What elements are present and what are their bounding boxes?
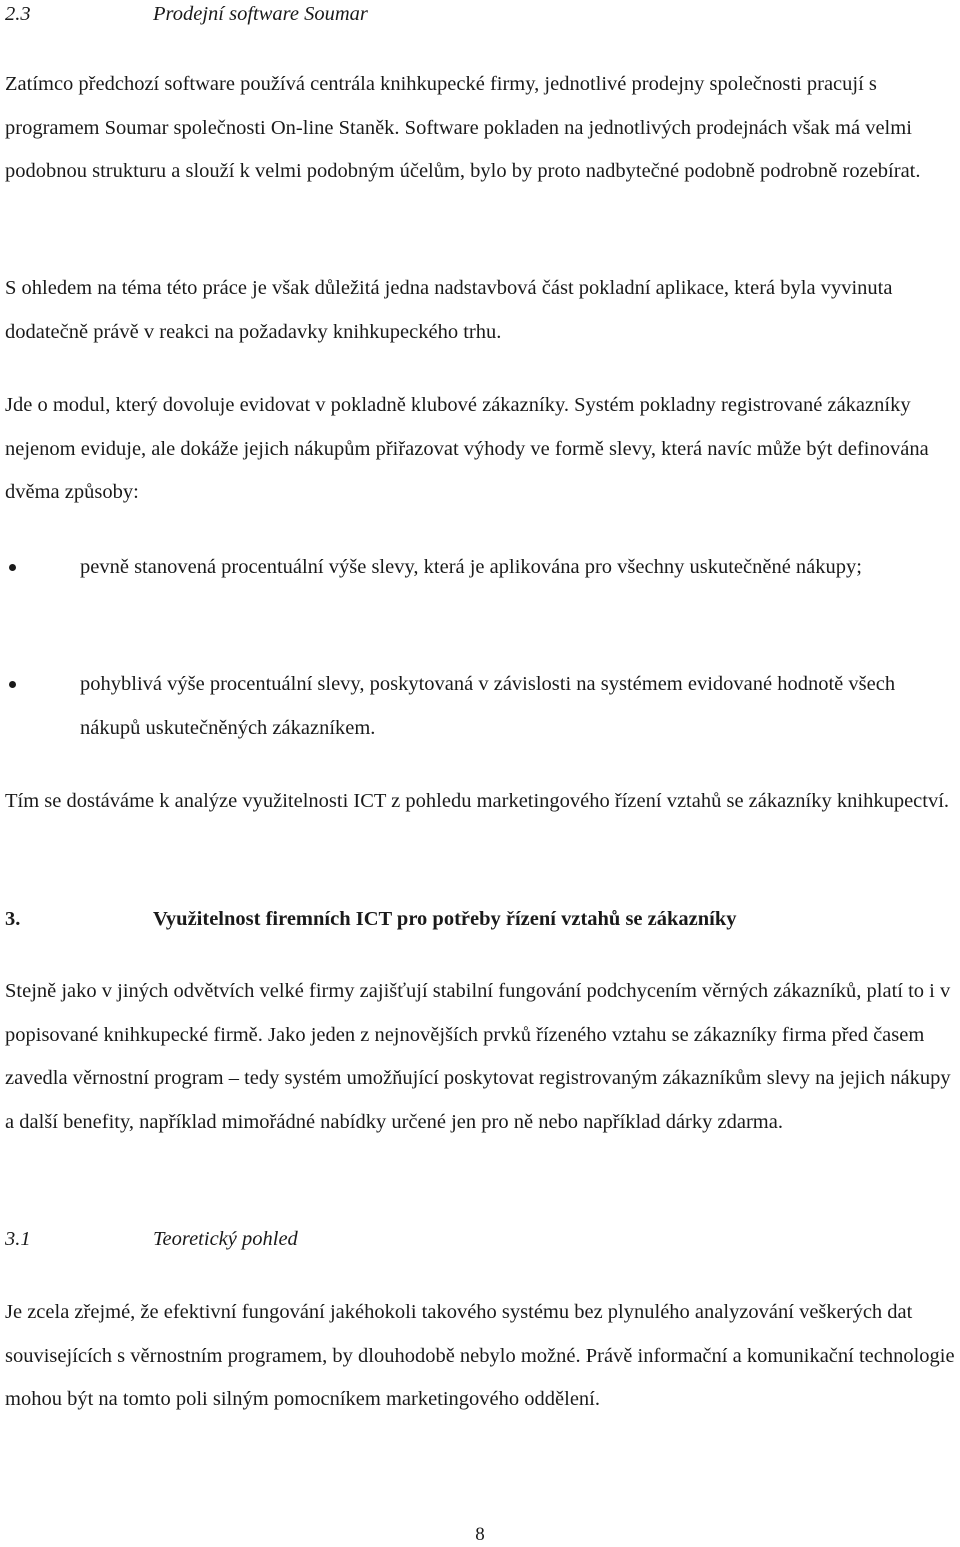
section-number: 2.3 — [5, 3, 31, 25]
section-title: Prodejní software Soumar — [153, 3, 368, 25]
paragraph-loyalty-program: Stejně jako v jiných odvětvích velké firmy zajišťují stabilní fungování podchycením věrných zákazníků, platí to i v popisované knihkupecké firmě. Jako jeden z nejnovějších prvků řízeného vztahu se zákazníky firma před časem zavedla věrnostní program – tedy systém umožňující poskytovat registrovaným zákazníkům slevy na jejich nákupy a další benefity, například mimořádné nabídky určené jen pro ně nebo například dárky zdarma. — [5, 980, 951, 1133]
paragraph-extension-module: S ohledem na téma této práce je však důležitá jedna nadstavbová část pokladní aplikace, která byla vyvinuta dodatečně právě v reakci na požadavky knihkupeckého trhu. — [5, 277, 893, 343]
chapter-number: 3. — [5, 908, 21, 930]
section-title: Teoretický pohled — [153, 1228, 298, 1250]
list-item-text: pevně stanovená procentuální výše slevy, která je aplikována pro všechny uskutečněné nákupy; — [80, 556, 862, 578]
section-number: 3.1 — [5, 1228, 31, 1250]
chapter-heading-3 — [5, 905, 955, 933]
list-item-text: pohyblivá výše procentuální slevy, poskytovaná v závislosti na systémem evidované hodnotě všech nákupů uskutečněných zákazníkem. — [80, 673, 896, 739]
bullet-icon — [9, 564, 16, 571]
chapter-title: Využitelnost firemních ICT pro potřeby řízení vztahů se zákazníky — [153, 908, 737, 930]
paragraph-club-customers: Jde o modul, který dovoluje evidovat v pokladně klubové zákazníky. Systém pokladny registrované zákazníky nejenom eviduje, ale dokáže jejich nákupům přiřazovat výhody ve formě slevy, která navíc může být definována dvěma způsoby: — [5, 394, 929, 503]
paragraph-theoretical-view: Je zcela zřejmé, že efektivní fungování jakéhokoli takového systému bez plynulého analyzování veškerých dat souvisejících s věrnostním programem, by dlouhodobě nebylo možné. Právě informační a komunikační technologie mohou být na tomto poli silným pomocníkem marketingového oddělení. — [5, 1301, 955, 1410]
bullet-icon — [9, 681, 16, 688]
paragraph-closing: Tím se dostáváme k analýze využitelnosti ICT z pohledu marketingového řízení vztahů se zákazníky knihkupectví. — [5, 790, 950, 812]
paragraph-soumar-intro: Zatímco předchozí software používá centrála knihkupecké firmy, jednotlivé prodejny společnosti pracují s programem Soumar společnosti On-line Staněk. Software pokladen na jednotlivých prodejnách však má velmi podobnou strukturu a slouží k velmi podobným účelům, bylo by proto nadbytečné podobně podrobně rozebírat. — [5, 73, 921, 182]
page-number: 8 — [475, 1524, 485, 1545]
section-heading-3-1 — [5, 1225, 955, 1253]
section-heading-2-3 — [5, 0, 955, 28]
